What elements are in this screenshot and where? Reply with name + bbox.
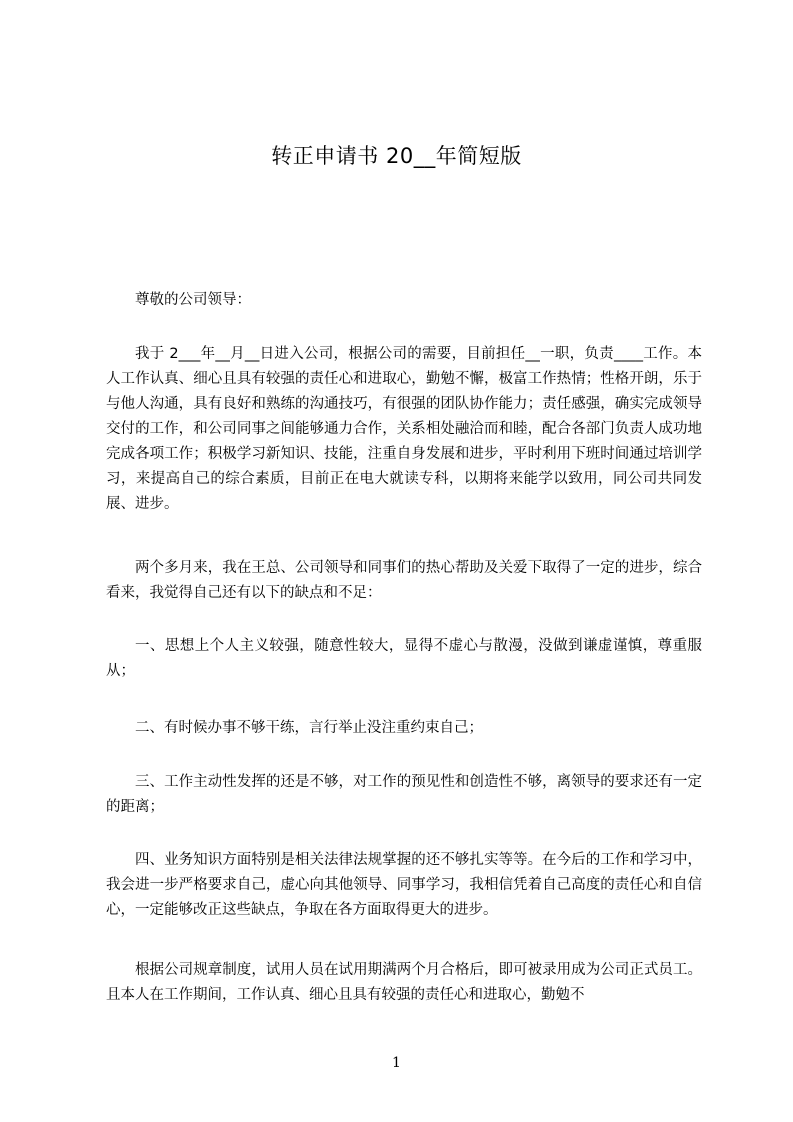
salutation: 尊敬的公司领导： <box>135 292 251 308</box>
document-title: 转正申请书 20__年简短版 <box>271 144 522 168</box>
paragraph-intro: 我于 2___年__月__日进入公司，根据公司的需要，目前担任__一职，负责____工作。本人工作认真、细心且具有较强的责任心和进取心，勤勉不懈，极富工作热情；性格开朗，乐于与他人沟通，具有良好和熟练的沟通技巧，有很强的团队协作能力；责任感强，确实完成领导交付的工作，和公司同事之间能够通力合作，关系相处融洽而和睦，配合各部门负责人成功地完成各项工作；积极学习新知识、技能，注重自身发展和进步，平时利用下班时间通过培训学习，来提高自己的综合素质，目前正在电大就读专科，以期将来能学以致用，同公司共同发展、进步。 <box>106 346 702 512</box>
paragraph-shortcoming-3: 三、工作主动性发挥的还是不够，对工作的预见性和创造性不够，离领导的要求还有一定的距离； <box>106 774 702 815</box>
paragraph-progress: 两个多月来，我在王总、公司领导和同事们的热心帮助及关爱下取得了一定的进步，综合看来，我觉得自己还有以下的缺点和不足： <box>106 560 702 601</box>
paragraph-shortcoming-4: 四、业务知识方面特别是相关法律法规掌握的还不够扎实等等。在今后的工作和学习中，我会进一步严格要求自己，虚心向其他领导、同事学习，我相信凭着自己高度的责任心和自信心，一定能够改正这些缺点，争取在各方面取得更大的进步。 <box>106 852 702 918</box>
page-number: 1 <box>392 1055 401 1071</box>
paragraph-shortcoming-1: 一、思想上个人主义较强，随意性较大，显得不虚心与散漫，没做到谦虚谨慎，尊重服从； <box>106 638 702 679</box>
paragraph-shortcoming-2: 二、有时候办事不够干练，言行举止没注重约束自己； <box>135 720 483 736</box>
paragraph-regulations: 根据公司规章制度，试用人员在试用期满两个月合格后，即可被录用成为公司正式员工。且本人在工作期间，工作认真、细心且具有较强的责任心和进取心，勤勉不 <box>106 962 702 1003</box>
